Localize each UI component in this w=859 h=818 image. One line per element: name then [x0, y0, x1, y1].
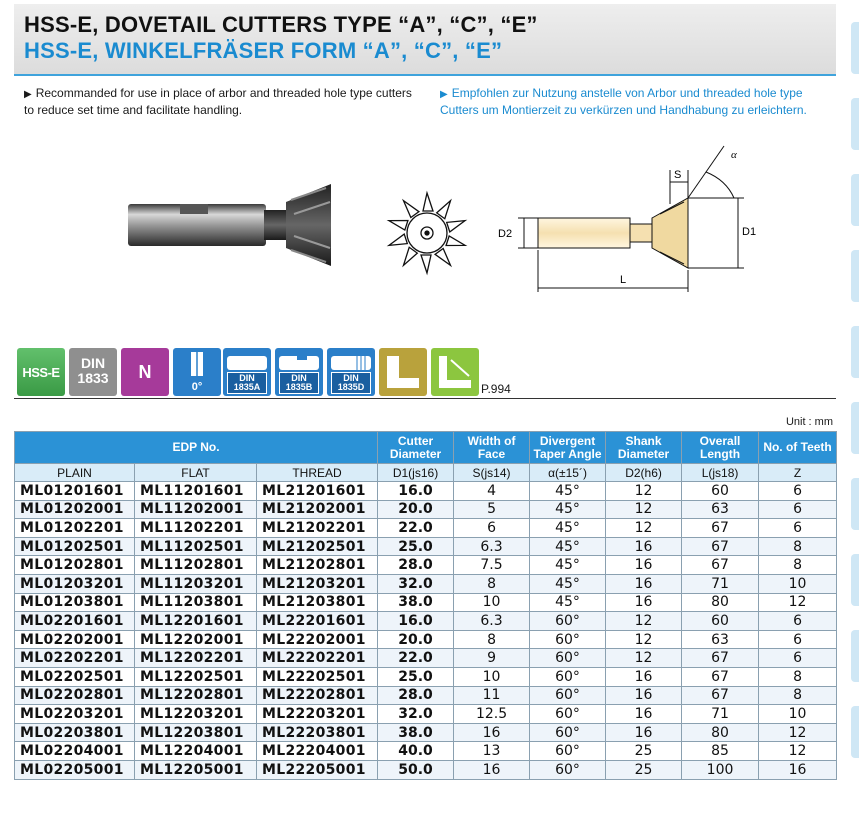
cell-edp-plain[interactable]: ML01202001	[15, 500, 135, 519]
cell-edp-thread[interactable]: ML21201601	[257, 482, 378, 501]
subheader-flat: FLAT	[135, 464, 257, 482]
cell-shank-diameter: 16	[606, 593, 682, 612]
helix-angle-badge: 0°	[173, 348, 221, 396]
cell-no-of-teeth: 16	[759, 760, 837, 779]
cell-shank-diameter: 16	[606, 705, 682, 724]
cell-edp-plain[interactable]: ML02202501	[15, 667, 135, 686]
cell-shank-diameter: 16	[606, 667, 682, 686]
cell-taper-angle: 45°	[530, 574, 606, 593]
bullet-triangle-icon: ▶	[440, 89, 448, 100]
cell-taper-angle: 45°	[530, 500, 606, 519]
cell-taper-angle: 60°	[530, 705, 606, 724]
drawing-label-l: L	[620, 274, 627, 286]
cell-overall-length: 71	[682, 574, 759, 593]
cell-edp-plain[interactable]: ML01201601	[15, 482, 135, 501]
cell-edp-plain[interactable]: ML01203201	[15, 574, 135, 593]
cell-overall-length: 67	[682, 667, 759, 686]
cell-overall-length: 67	[682, 649, 759, 668]
cell-cutter-diameter: 20.0	[378, 630, 454, 649]
cell-no-of-teeth: 6	[759, 482, 837, 501]
cell-overall-length: 67	[682, 686, 759, 705]
cell-no-of-teeth: 12	[759, 742, 837, 761]
table-row	[15, 519, 837, 538]
description-en: ▶ Recommanded for use in place of arbor and threaded hole type cutters to reduce set time and facilitate handling.	[24, 86, 412, 117]
side-tab[interactable]	[851, 402, 859, 454]
table-row	[15, 574, 837, 593]
cell-edp-plain[interactable]: ML01202501	[15, 537, 135, 556]
subheader-s: S(js14)	[454, 464, 530, 482]
shank-din1835a-badge: DIN 1835A	[223, 348, 271, 396]
cell-edp-plain[interactable]: ML02202801	[15, 686, 135, 705]
cell-no-of-teeth: 6	[759, 612, 837, 631]
table-row	[15, 649, 837, 668]
cell-edp-flat[interactable]: ML12203801	[135, 723, 257, 742]
cell-taper-angle: 60°	[530, 612, 606, 631]
header-cutter-diameter: Cutter Diameter	[378, 432, 454, 464]
table-row	[15, 500, 837, 519]
cell-taper-angle: 60°	[530, 686, 606, 705]
side-tab[interactable]	[851, 706, 859, 758]
cell-no-of-teeth: 8	[759, 537, 837, 556]
cell-no-of-teeth: 6	[759, 500, 837, 519]
cell-edp-plain[interactable]: ML02205001	[15, 760, 135, 779]
cell-cutter-diameter: 32.0	[378, 705, 454, 724]
cell-taper-angle: 45°	[530, 519, 606, 538]
side-tab[interactable]	[851, 478, 859, 530]
cell-cutter-diameter: 50.0	[378, 760, 454, 779]
cell-edp-thread[interactable]: ML21202501	[257, 537, 378, 556]
cell-edp-thread[interactable]: ML22205001	[257, 760, 378, 779]
page-title-de: HSS-E, WINKELFRÄSER FORM “A”, “C”, “E”	[24, 38, 503, 63]
cell-edp-flat[interactable]: ML11203801	[135, 593, 257, 612]
cell-cutter-diameter: 32.0	[378, 574, 454, 593]
cell-width-of-face: 10	[454, 667, 530, 686]
cell-width-of-face: 6.3	[454, 612, 530, 631]
cell-edp-flat[interactable]: ML12202201	[135, 649, 257, 668]
subheader-thread: THREAD	[257, 464, 378, 482]
side-tab[interactable]	[851, 98, 859, 150]
cell-no-of-teeth: 10	[759, 705, 837, 724]
cell-overall-length: 85	[682, 742, 759, 761]
cell-width-of-face: 4	[454, 482, 530, 501]
cell-edp-plain[interactable]: ML02203201	[15, 705, 135, 724]
header-edp: EDP No.	[15, 432, 378, 464]
cell-edp-plain[interactable]: ML02203801	[15, 723, 135, 742]
cell-edp-thread[interactable]: ML22202501	[257, 667, 378, 686]
cell-shank-diameter: 16	[606, 556, 682, 575]
din-standard-badge: DIN 1833	[69, 348, 117, 396]
cell-shank-diameter: 12	[606, 630, 682, 649]
drawing-label-d2: D2	[498, 228, 513, 240]
cell-edp-flat[interactable]: ML12202501	[135, 667, 257, 686]
cell-shank-diameter: 25	[606, 760, 682, 779]
cell-overall-length: 67	[682, 519, 759, 538]
cell-width-of-face: 6.3	[454, 537, 530, 556]
subheader-l: L(js18)	[682, 464, 759, 482]
table-row	[15, 612, 837, 631]
cell-width-of-face: 10	[454, 593, 530, 612]
cell-no-of-teeth: 6	[759, 519, 837, 538]
table-row	[15, 667, 837, 686]
coating-badge: N	[121, 348, 169, 396]
cell-edp-flat[interactable]: ML12202001	[135, 630, 257, 649]
cell-shank-diameter: 16	[606, 537, 682, 556]
unit-label: Unit : mm	[785, 416, 833, 428]
cell-cutter-diameter: 25.0	[378, 667, 454, 686]
side-tab[interactable]	[851, 174, 859, 226]
page-header	[14, 4, 836, 74]
spec-table-body	[15, 482, 837, 780]
header-overall-length: Overall Length	[682, 432, 759, 464]
cell-edp-thread[interactable]: ML21203201	[257, 574, 378, 593]
table-row	[15, 723, 837, 742]
section-divider	[14, 398, 836, 399]
cell-no-of-teeth: 12	[759, 593, 837, 612]
table-row	[15, 686, 837, 705]
description-de: ▶ Empfohlen zur Nutzung anstelle von Arbor und threaded hole type Cutters um Montierzeit zu verkürzen und Handhabung zu erleichtern.	[440, 86, 807, 117]
side-milling-icon	[431, 348, 479, 396]
cell-overall-length: 71	[682, 705, 759, 724]
cell-shank-diameter: 12	[606, 612, 682, 631]
cell-taper-angle: 45°	[530, 537, 606, 556]
cell-overall-length: 63	[682, 630, 759, 649]
header-no-of-teeth: No. of Teeth	[759, 432, 837, 464]
cell-no-of-teeth: 12	[759, 723, 837, 742]
bullet-triangle-icon: ▶	[24, 89, 32, 100]
cell-taper-angle: 45°	[530, 593, 606, 612]
cell-width-of-face: 7.5	[454, 556, 530, 575]
header-shank-diameter: Shank Diameter	[606, 432, 682, 464]
cell-width-of-face: 5	[454, 500, 530, 519]
cell-no-of-teeth: 6	[759, 649, 837, 668]
side-tab[interactable]	[851, 630, 859, 682]
cell-edp-plain[interactable]: ML01202801	[15, 556, 135, 575]
cell-edp-flat[interactable]: ML11202501	[135, 537, 257, 556]
cell-edp-plain[interactable]: ML01203801	[15, 593, 135, 612]
cell-taper-angle: 45°	[530, 556, 606, 575]
cell-edp-thread[interactable]: ML21202801	[257, 556, 378, 575]
page-reference[interactable]: P.994	[481, 382, 511, 396]
cell-edp-thread[interactable]: ML22204001	[257, 742, 378, 761]
cell-shank-diameter: 16	[606, 574, 682, 593]
cell-cutter-diameter: 20.0	[378, 500, 454, 519]
slot-milling-icon	[379, 348, 427, 396]
cell-edp-thread[interactable]: ML21202201	[257, 519, 378, 538]
table-row	[15, 630, 837, 649]
drawing-label-alpha: α	[731, 149, 737, 161]
page-title-en: HSS-E, DOVETAIL CUTTERS TYPE “A”, “C”, “E”	[24, 12, 538, 37]
cell-cutter-diameter: 38.0	[378, 593, 454, 612]
header-taper-angle: Divergent Taper Angle	[530, 432, 606, 464]
table-row	[15, 537, 837, 556]
cell-edp-thread[interactable]: ML22202801	[257, 686, 378, 705]
cutter-photo	[126, 182, 336, 268]
cell-taper-angle: 60°	[530, 742, 606, 761]
cell-overall-length: 60	[682, 612, 759, 631]
cell-width-of-face: 16	[454, 760, 530, 779]
cell-shank-diameter: 16	[606, 723, 682, 742]
cell-edp-thread[interactable]: ML21203801	[257, 593, 378, 612]
cell-shank-diameter: 12	[606, 482, 682, 501]
cell-edp-flat[interactable]: ML12201601	[135, 612, 257, 631]
cell-taper-angle: 60°	[530, 667, 606, 686]
cell-shank-diameter: 25	[606, 742, 682, 761]
cell-edp-thread[interactable]: ML22203801	[257, 723, 378, 742]
cell-cutter-diameter: 16.0	[378, 482, 454, 501]
cell-edp-flat[interactable]: ML11202001	[135, 500, 257, 519]
side-tab[interactable]	[851, 22, 859, 74]
cell-shank-diameter: 12	[606, 649, 682, 668]
side-tab[interactable]	[851, 326, 859, 378]
cell-edp-flat[interactable]: ML11203201	[135, 574, 257, 593]
helix-angle-icon	[173, 348, 221, 380]
subheader-d1: D1(js16)	[378, 464, 454, 482]
cell-overall-length: 63	[682, 500, 759, 519]
cell-width-of-face: 12.5	[454, 705, 530, 724]
shank-din1835b-badge: DIN 1835B	[275, 348, 323, 396]
cell-edp-flat[interactable]: ML12203201	[135, 705, 257, 724]
cell-taper-angle: 60°	[530, 649, 606, 668]
cell-shank-diameter: 12	[606, 519, 682, 538]
drawing-label-s: S	[674, 169, 682, 181]
cell-shank-diameter: 12	[606, 500, 682, 519]
cell-shank-diameter: 16	[606, 686, 682, 705]
table-row	[15, 742, 837, 761]
subheader-alpha: α(±15´)	[530, 464, 606, 482]
cell-width-of-face: 16	[454, 723, 530, 742]
technical-drawing	[494, 140, 774, 300]
cell-taper-angle: 60°	[530, 630, 606, 649]
cell-cutter-diameter: 22.0	[378, 649, 454, 668]
cell-width-of-face: 13	[454, 742, 530, 761]
cell-edp-flat[interactable]: ML12202801	[135, 686, 257, 705]
table-row	[15, 556, 837, 575]
side-tab[interactable]	[851, 250, 859, 302]
cell-taper-angle: 60°	[530, 723, 606, 742]
cell-overall-length: 67	[682, 537, 759, 556]
cell-cutter-diameter: 28.0	[378, 556, 454, 575]
cell-overall-length: 60	[682, 482, 759, 501]
cell-width-of-face: 6	[454, 519, 530, 538]
cell-edp-thread[interactable]: ML22202201	[257, 649, 378, 668]
cell-overall-length: 80	[682, 723, 759, 742]
material-badge: HSS-E	[17, 348, 65, 396]
drawing-label-d1: D1	[742, 226, 757, 238]
cell-no-of-teeth: 8	[759, 686, 837, 705]
subheader-d2: D2(h6)	[606, 464, 682, 482]
cell-no-of-teeth: 8	[759, 556, 837, 575]
cell-no-of-teeth: 8	[759, 667, 837, 686]
shank-din1835d-badge: DIN 1835D	[327, 348, 375, 396]
table-row	[15, 482, 837, 501]
cell-edp-thread[interactable]: ML21202001	[257, 500, 378, 519]
cell-cutter-diameter: 28.0	[378, 686, 454, 705]
cell-edp-thread[interactable]: ML22201601	[257, 612, 378, 631]
cell-edp-plain[interactable]: ML02202001	[15, 630, 135, 649]
cutter-end-view	[384, 190, 470, 276]
cell-edp-plain[interactable]: ML01202201	[15, 519, 135, 538]
cell-edp-flat[interactable]: ML11202801	[135, 556, 257, 575]
cell-width-of-face: 8	[454, 574, 530, 593]
cell-cutter-diameter: 22.0	[378, 519, 454, 538]
header-divider	[14, 74, 836, 76]
cell-edp-plain[interactable]: ML02204001	[15, 742, 135, 761]
spec-table	[14, 431, 837, 780]
cell-edp-flat[interactable]: ML12204001	[135, 742, 257, 761]
cell-no-of-teeth: 10	[759, 574, 837, 593]
table-row	[15, 760, 837, 779]
table-row	[15, 705, 837, 724]
cell-edp-thread[interactable]: ML22202001	[257, 630, 378, 649]
side-tab-strip	[851, 22, 859, 782]
cell-taper-angle: 60°	[530, 760, 606, 779]
side-tab[interactable]	[851, 554, 859, 606]
cell-cutter-diameter: 38.0	[378, 723, 454, 742]
subheader-plain: PLAIN	[15, 464, 135, 482]
cell-edp-thread[interactable]: ML22203201	[257, 705, 378, 724]
cell-cutter-diameter: 40.0	[378, 742, 454, 761]
header-width-of-face: Width of Face	[454, 432, 530, 464]
cell-edp-flat[interactable]: ML11201601	[135, 482, 257, 501]
cell-overall-length: 67	[682, 556, 759, 575]
cell-overall-length: 100	[682, 760, 759, 779]
cell-width-of-face: 11	[454, 686, 530, 705]
cell-taper-angle: 45°	[530, 482, 606, 501]
cell-edp-plain[interactable]: ML02202201	[15, 649, 135, 668]
cell-edp-flat[interactable]: ML11202201	[135, 519, 257, 538]
cell-width-of-face: 9	[454, 649, 530, 668]
table-row	[15, 593, 837, 612]
cell-no-of-teeth: 6	[759, 630, 837, 649]
cell-edp-flat[interactable]: ML12205001	[135, 760, 257, 779]
cell-cutter-diameter: 16.0	[378, 612, 454, 631]
cell-overall-length: 80	[682, 593, 759, 612]
cell-edp-plain[interactable]: ML02201601	[15, 612, 135, 631]
cell-cutter-diameter: 25.0	[378, 537, 454, 556]
subheader-z: Z	[759, 464, 837, 482]
cell-width-of-face: 8	[454, 630, 530, 649]
